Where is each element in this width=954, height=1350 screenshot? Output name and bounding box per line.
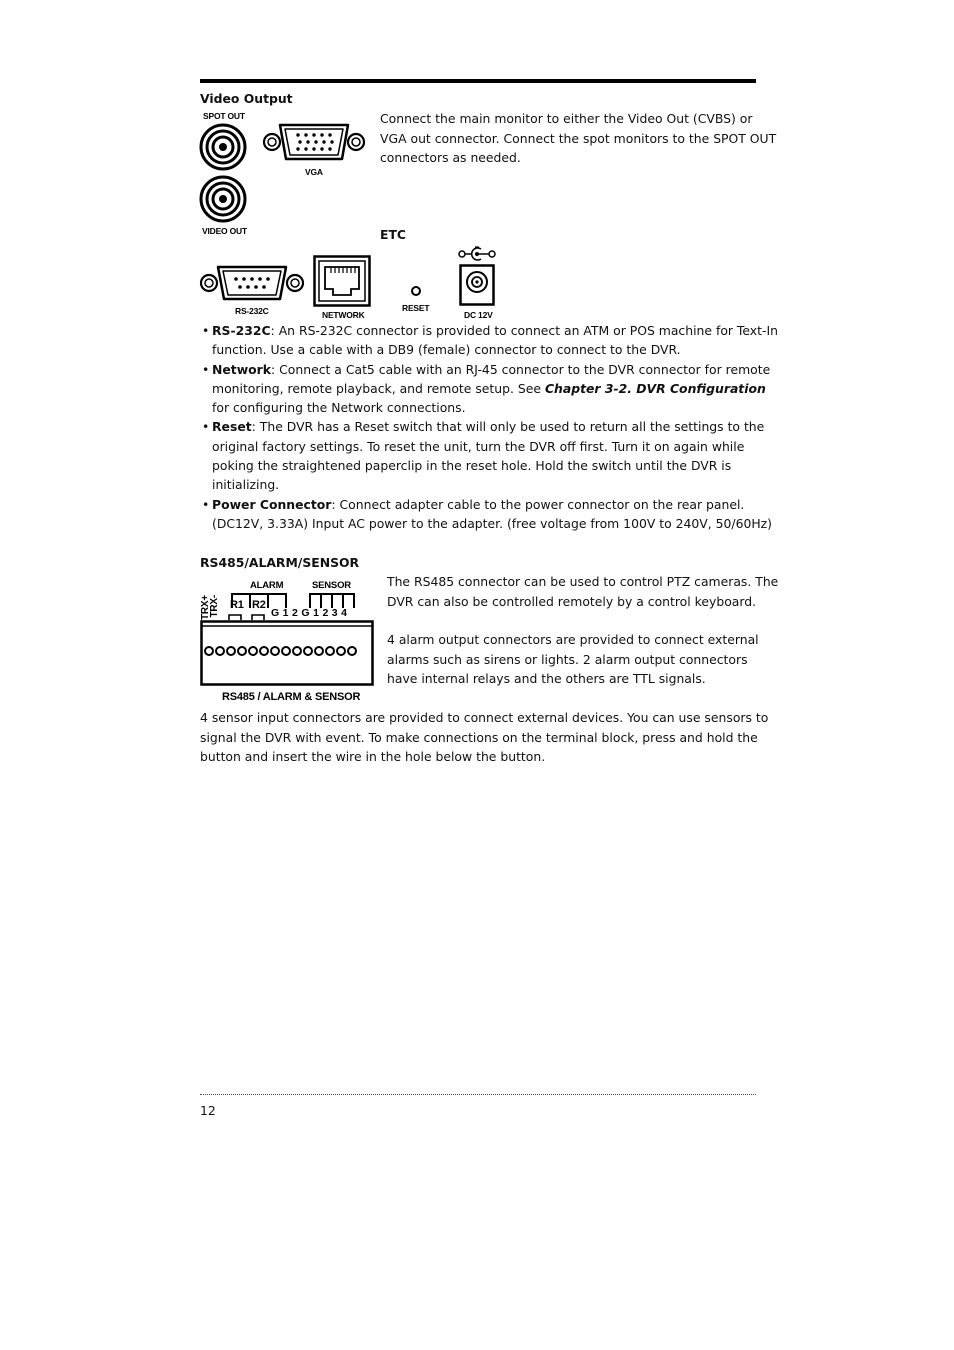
terminal-block-caption: RS485 / ALARM & SENSOR <box>222 691 361 703</box>
bullet-term: Reset <box>212 419 252 435</box>
trx-plus-label: TRX+ <box>200 595 211 621</box>
rs232c-label: RS-232C <box>235 306 269 316</box>
etc-heading: ETC <box>380 227 407 242</box>
connector-bullet-list <box>200 321 780 533</box>
top-rule <box>200 79 756 83</box>
dc-power-jack-icon <box>459 264 495 306</box>
bullet-text-after: for configuring the Network connections. <box>212 400 466 416</box>
dc-polarity-icon <box>457 246 497 262</box>
list-item: • Reset: The DVR has a Reset switch that will only be used to return all the settings to the original factory settings. To reset the unit, turn the DVR off first. Turn it on again while poking the straightened paperclip in the reset hole. Hold the switch until the DVR is initializing. <box>202 419 765 493</box>
alarm-group-label: ALARM <box>250 580 284 591</box>
footer-rule <box>200 1094 756 1095</box>
page-number: 12 <box>200 1103 216 1118</box>
bullet-text: : The DVR has a Reset switch that will only be used to return all the settings to the original factory settings. To reset the unit, turn the DVR off first. Turn it on again while poking the straightened paperclip in the reset hole. Hold the switch until the DVR is initializing. <box>212 419 765 493</box>
list-item: • Power Connector: Connect adapter cable to the power connector on the rear panel. (DC12V, 3.33A) Input AC power to the adapter. (free voltage from 100V to 240V, 50/60Hz) <box>202 496 772 531</box>
alarm-text: 4 alarm output connectors are provided to connect external alarms such as sirens or lights. 2 alarm output connectors have internal relays and the others are TTL signals. <box>387 632 759 686</box>
rs232c-connector-icon <box>199 263 305 303</box>
vga-connector-icon <box>262 121 366 163</box>
bullet-term: RS-232C <box>212 323 271 338</box>
trx-minus-label: TRX- <box>209 595 220 618</box>
bullet-text: : Connect a Cat5 cable with an RJ-45 connector to the DVR connector for remote monitoring, remote playback, and remote setup. See <box>212 361 771 396</box>
rs485-heading: RS485/ALARM/SENSOR <box>200 555 360 570</box>
network-label: NETWORK <box>322 310 365 320</box>
video-output-text: Connect the main monitor to either the Video Out (CVBS) or VGA out connector. Connect the spot monitors to the SPOT OUT connectors as needed. <box>380 111 777 165</box>
terminal-pin-labels: G 1 2 G 1 2 3 4 <box>271 607 348 619</box>
relay-r2-label: R2 <box>252 599 266 611</box>
reset-hole-icon <box>410 285 422 297</box>
spot-out-bnc-icon <box>199 123 247 171</box>
network-rj45-icon <box>313 255 371 307</box>
reset-label: RESET <box>402 303 430 313</box>
bullet-text: : Connect adapter cable to the power connector on the rear panel. (DC12V, 3.33A) Input AC power to the adapter. (free voltage from 100V to 240V, 50/60Hz) <box>212 496 772 531</box>
chapter-reference: Chapter 3-2. DVR Configuration <box>544 380 766 396</box>
spot-out-label: SPOT OUT <box>203 111 245 121</box>
video-out-bnc-icon <box>199 175 247 223</box>
sensor-text: 4 sensor input connectors are provided to connect external devices. You can use sensors to signal the DVR with event. To make connections on the terminal block, press and hold the button and insert the wire in the hole below the button. <box>200 710 769 764</box>
rs485-text: The RS485 connector can be used to control PTZ cameras. The DVR can also be controlled remotely by a control keyboard. <box>387 574 779 609</box>
relay-r1-label: R1 <box>230 599 244 611</box>
bullet-text: : An RS-232C connector is provided to connect an ATM or POS machine for Text-In function. Use a cable with a DB9 (female) connector to connect to the DVR. <box>212 323 778 358</box>
sensor-group-label: SENSOR <box>312 580 351 591</box>
video-output-heading: Video Output <box>200 91 293 106</box>
vga-label: VGA <box>305 167 323 177</box>
list-item: • Network: Connect a Cat5 cable with an RJ-45 connector to the DVR connector for remote monitoring, remote playback, and remote setup. See Chapter 3-2. DVR Configuration for configuring the Network connections. <box>202 361 771 416</box>
terminal-block-icon <box>200 620 374 686</box>
bullet-term: Power Connector <box>212 496 332 512</box>
video-out-label: VIDEO OUT <box>202 226 247 236</box>
dc12v-label: DC 12V <box>464 310 493 320</box>
bullet-term: Network <box>212 361 272 377</box>
list-item: • RS-232C: An RS-232C connector is provided to connect an ATM or POS machine for Text-In function. Use a cable with a DB9 (female) connector to connect to the DVR. <box>202 323 778 358</box>
